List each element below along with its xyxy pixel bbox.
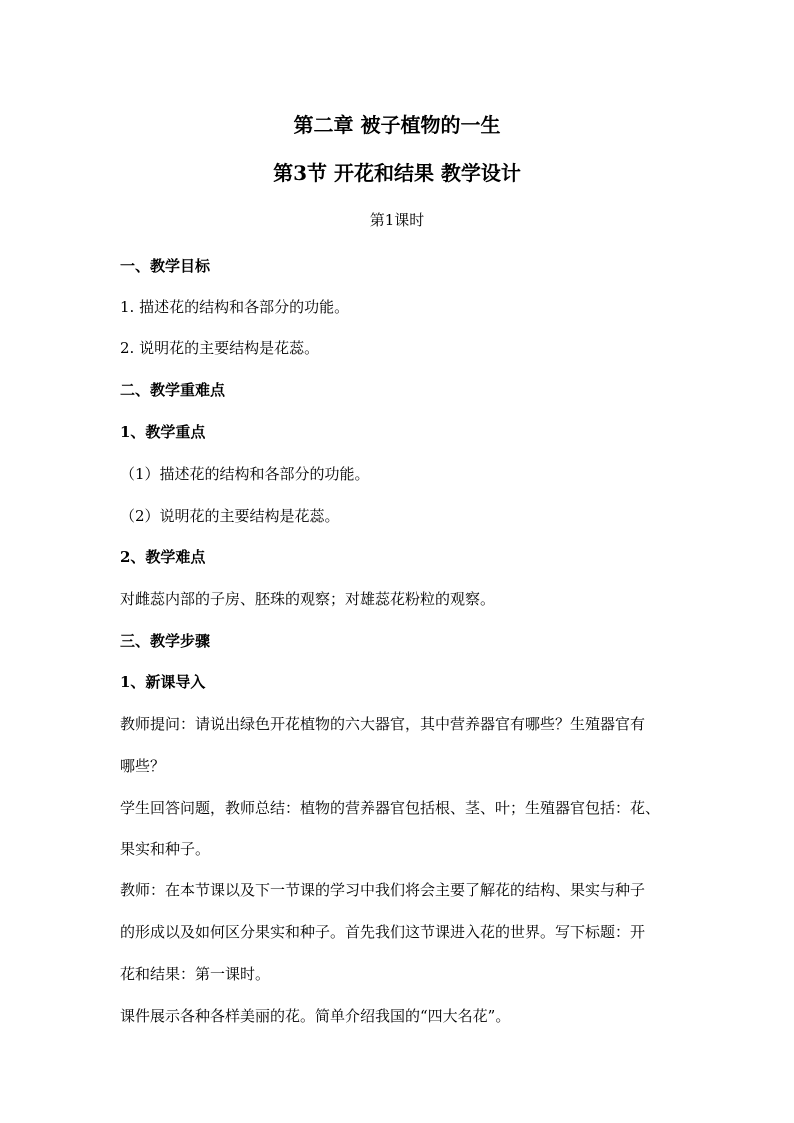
doc-line: 课件展示各种各样美丽的花。简单介绍我国的“四大名花”。 bbox=[120, 1007, 511, 1025]
lesson-label: 第1课时 bbox=[369, 211, 425, 229]
doc-line: （1）描述花的结构和各部分的功能。 bbox=[120, 465, 370, 483]
doc-line: 1. 描述花的结构和各部分的功能。 bbox=[120, 298, 350, 316]
doc-line: 的形成以及如何区分果实和种子。首先我们这节课进入花的世界。写下标题：开 bbox=[120, 923, 646, 941]
doc-line: 花和结果：第一课时。 bbox=[120, 965, 271, 983]
doc-line: 学生回答问题，教师总结：植物的营养器官包括根、茎、叶；生殖器官包括：花、 bbox=[120, 799, 661, 817]
doc-line: 2、教学难点 bbox=[120, 548, 206, 566]
doc-line: 一、教学目标 bbox=[120, 257, 211, 275]
doc-line: 1、新课导入 bbox=[120, 673, 206, 691]
doc-line: 二、教学重难点 bbox=[120, 381, 226, 399]
doc-line: （2）说明花的主要结构是花蕊。 bbox=[120, 507, 340, 525]
chapter-title: 第二章 被子植物的一生 bbox=[293, 113, 501, 137]
doc-line: 三、教学步骤 bbox=[120, 632, 211, 650]
doc-line: 2. 说明花的主要结构是花蕊。 bbox=[120, 339, 320, 357]
doc-line: 教师提问：请说出绿色开花植物的六大器官，其中营养器官有哪些？生殖器官有 bbox=[120, 715, 646, 733]
doc-line: 果实和种子。 bbox=[120, 840, 211, 858]
doc-line: 1、教学重点 bbox=[120, 423, 206, 441]
doc-line: 教师：在本节课以及下一节课的学习中我们将会主要了解花的结构、果实与种子 bbox=[120, 881, 646, 899]
section-title: 第3节 开花和结果 教学设计 bbox=[273, 161, 521, 185]
doc-line: 哪些？ bbox=[120, 757, 166, 775]
doc-line: 对雌蕊内部的子房、胚珠的观察；对雄蕊花粉粒的观察。 bbox=[120, 590, 496, 608]
